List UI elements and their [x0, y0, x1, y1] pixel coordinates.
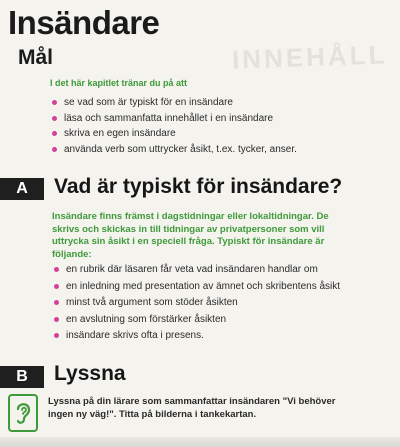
- section-a-title: Vad är typiskt för insändare?: [54, 175, 343, 198]
- list-item: använda verb som uttrycker åsikt, t.ex. tycker, anser.: [50, 142, 297, 158]
- section-a-intro-line: Insändare finns främst i dagstidningar eller lokaltidningar. De: [52, 211, 329, 222]
- section-a-intro: [52, 211, 372, 261]
- page-bottom-edge: [0, 437, 400, 447]
- ear-icon-box: [8, 394, 38, 432]
- list-item: minst två argument som stöder åsikten: [52, 295, 340, 312]
- section-b-letter: B: [0, 366, 44, 388]
- list-item: skriva en egen insändare: [50, 126, 297, 142]
- list-item: en rubrik där läsaren får veta vad insändaren handlar om: [52, 262, 340, 279]
- goals-list: [50, 95, 297, 157]
- section-a-letter: A: [0, 178, 44, 200]
- section-b-bar: [0, 366, 44, 388]
- list-item: läsa och sammanfatta innehållet i en insändare: [50, 111, 297, 127]
- section-a-intro-line: följande:: [52, 248, 92, 260]
- section-b-title: Lyssna: [54, 362, 126, 385]
- section-a-bar: [0, 178, 44, 200]
- goals-intro: I det här kapitlet tränar du på att: [50, 78, 188, 88]
- ear-icon: [14, 400, 32, 426]
- section-b-text: [48, 396, 378, 421]
- section-a-list: [52, 262, 340, 345]
- list-item: insändare skrivs ofta i presens.: [52, 328, 340, 345]
- section-b-text-line: ingen ny väg!". Titta på bilderna i tankekartan.: [48, 408, 257, 420]
- list-item: en avslutning som förstärker åsikten: [52, 312, 340, 329]
- page-subtitle: Mål: [18, 46, 54, 69]
- section-b-text-line: Lyssna på din lärare som sammanfattar insändaren "Vi behöver: [48, 396, 336, 407]
- list-item: se vad som är typiskt för en insändare: [50, 95, 297, 111]
- list-item: en inledning med presentation av ämnet och skribentens åsikt: [52, 279, 340, 296]
- section-a-intro-line: uttrycka sin åsikt i en speciell fråga. Typiskt för insändare är: [52, 236, 325, 247]
- background-ghost-text: INNEHÅLL: [231, 39, 388, 75]
- page-title: Insändare: [8, 4, 160, 41]
- section-a-intro-line: skrivs och skickas in till tidningar av privatpersoner som vill: [52, 223, 325, 235]
